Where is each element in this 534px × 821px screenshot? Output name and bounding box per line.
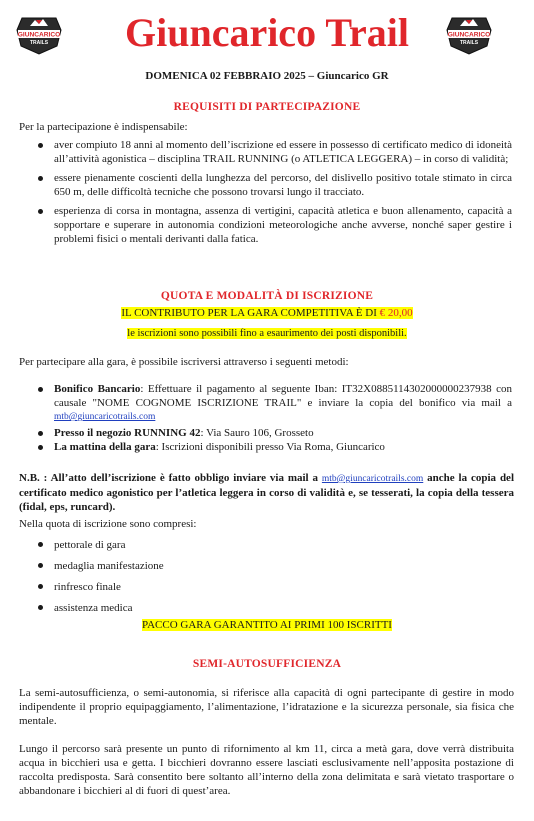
mattina-text: : Iscrizioni disponibili presso Via Roma, Giuncarico (155, 441, 385, 454)
list-item (38, 538, 512, 552)
contributo-text: IL CONTRIBUTO PER LA GARA COMPETITIVA È DI (121, 307, 377, 319)
metodi-intro: Per partecipare alla gara, è possibile iscriversi attraverso i seguenti metodi: (19, 356, 349, 368)
list-item (38, 139, 512, 166)
bullet-icon (38, 445, 43, 450)
semi-paragraph-1: La semi-autosufficienza, o semi-autonomia, si riferisce alla capacità di ogni partecipante di gestire in modo indipendente il proprio equipaggiamento, l’alimentazione, l’idratazione e la sicurezza personale, sia fisica che mentale. (19, 687, 514, 727)
giuncarico-trails-logo (14, 12, 64, 56)
list-item (38, 172, 512, 199)
pacco-gara: PACCO GARA GARANTITO AI PRIMI 100 ISCRITTI (142, 619, 392, 631)
nb-text-1: N.B. : All’atto dell’iscrizione è fatto obbligo inviare via mail a (19, 472, 322, 484)
svg-text:GIUNCARICO: GIUNCARICO (17, 31, 61, 39)
compreso-1: pettorale di gara (54, 539, 126, 551)
bonifico-text: : Effettuare il pagamento al seguente Iban: IT32X0885114302000000237938 con causale "NOME COGNOME ISCRIZIONE TRAIL" e inviare la copia del bonifico via mail a (54, 383, 512, 409)
nb-text-2: anche la copia del certificato medico agonistico per l’atletica leggera in corso di validità e, se tesserati, la copia della tessera (fidal, eps, runcard). (19, 472, 514, 513)
requisito-3: esperienza di corsa in montagna, assenza di vertigini, capacità atletica e buon allenamento, capacità a sopportare e superare in autonomia condizioni meteorologiche anche avverse, nonché saper gestire i problemi fisici o mentali derivanti dalla fatica. (54, 205, 512, 245)
svg-text:TRAILS: TRAILS (459, 40, 479, 46)
bullet-icon (38, 584, 43, 589)
page-title: Giuncarico Trail (124, 10, 410, 55)
section-title-requisiti: REQUISITI DI PARTECIPAZIONE (173, 101, 361, 113)
bullet-icon (38, 605, 43, 610)
list-item (38, 559, 512, 573)
compreso-3: rinfresco finale (54, 581, 121, 593)
list-item (38, 205, 512, 246)
giuncarico-trails-logo-right (444, 12, 494, 56)
semi-paragraph-2: Lungo il percorso sarà presente un punto di rifornimento al km 11, circa a metà gara, dove verrà distribuita acqua in bicchieri usa e getta. I bicchieri dovranno essere lasciati esclusivamente nell’apposita postazione di raccolta predisposta. Sarà consentito bere soltanto all’interno della zona delimitata e sarà vietato trasportare o abbandonare i bicchieri al di fuori di quest’area. (19, 743, 514, 797)
mattina-label: La mattina della gara (54, 441, 156, 454)
list-item (38, 441, 512, 455)
list-item (38, 383, 512, 425)
iscrizioni-note-line (0, 326, 534, 341)
compreso-2: medaglia manifestazione (54, 560, 164, 572)
compresi-list (38, 538, 512, 615)
event-date-location: DOMENICA 02 FEBBRAIO 2025 – Giuncarico GR (145, 70, 389, 82)
svg-text:GIUNCARICO: GIUNCARICO (447, 31, 491, 39)
bullet-icon (38, 143, 43, 148)
requisiti-intro: Per la partecipazione è indispensabile: (19, 121, 188, 133)
requisiti-list (38, 139, 512, 246)
negozio-label: Presso il negozio RUNNING 42 (54, 426, 201, 439)
svg-text:TRAILS: TRAILS (29, 40, 49, 46)
bullet-icon (38, 431, 43, 436)
bullet-icon (38, 542, 43, 547)
bullet-icon (38, 387, 43, 392)
requisito-1: aver compiuto 18 anni al momento dell’iscrizione ed essere in possesso di certificato medico di idoneità all’attività agonistica – disciplina TRAIL RUNNING (o ATLETICA LEGGERA) – in corso di validità; (54, 139, 512, 165)
metodi-list (38, 383, 512, 455)
bonifico-email-link[interactable]: mtb@giuncaricotrails.com (54, 412, 156, 423)
compresi-intro: Nella quota di iscrizione sono compresi: (19, 518, 197, 530)
section-title-quota: QUOTA E MODALITÀ DI ISCRIZIONE (160, 290, 374, 302)
requisito-2: essere pienamente coscienti della lunghezza del percorso, del dislivello positivo totale stimato in circa 650 m, delle difficoltà tecniche che possono trovarsi lungo il tracciato. (54, 172, 512, 198)
compreso-4: assistenza medica (54, 602, 133, 614)
list-item (38, 601, 512, 615)
contributo-amount: € 20,00 (379, 307, 413, 319)
list-item (38, 580, 512, 594)
nb-note (19, 471, 514, 514)
pacco-gara-line (0, 618, 534, 633)
contributo-line (0, 306, 534, 321)
negozio-text: : Via Sauro 106, Grosseto (200, 426, 314, 439)
iscrizioni-note: le iscrizioni sono possibili fino a esaurimento dei posti disponibili. (127, 328, 407, 339)
bullet-icon (38, 176, 43, 181)
list-item (38, 427, 512, 441)
bonifico-label: Bonifico Bancario (54, 383, 141, 395)
nb-email-link[interactable]: mtb@giuncaricotrails.com (321, 474, 424, 484)
section-title-semi: SEMI-AUTOSUFFICIENZA (192, 658, 342, 670)
bullet-icon (38, 209, 43, 214)
bullet-icon (38, 563, 43, 568)
